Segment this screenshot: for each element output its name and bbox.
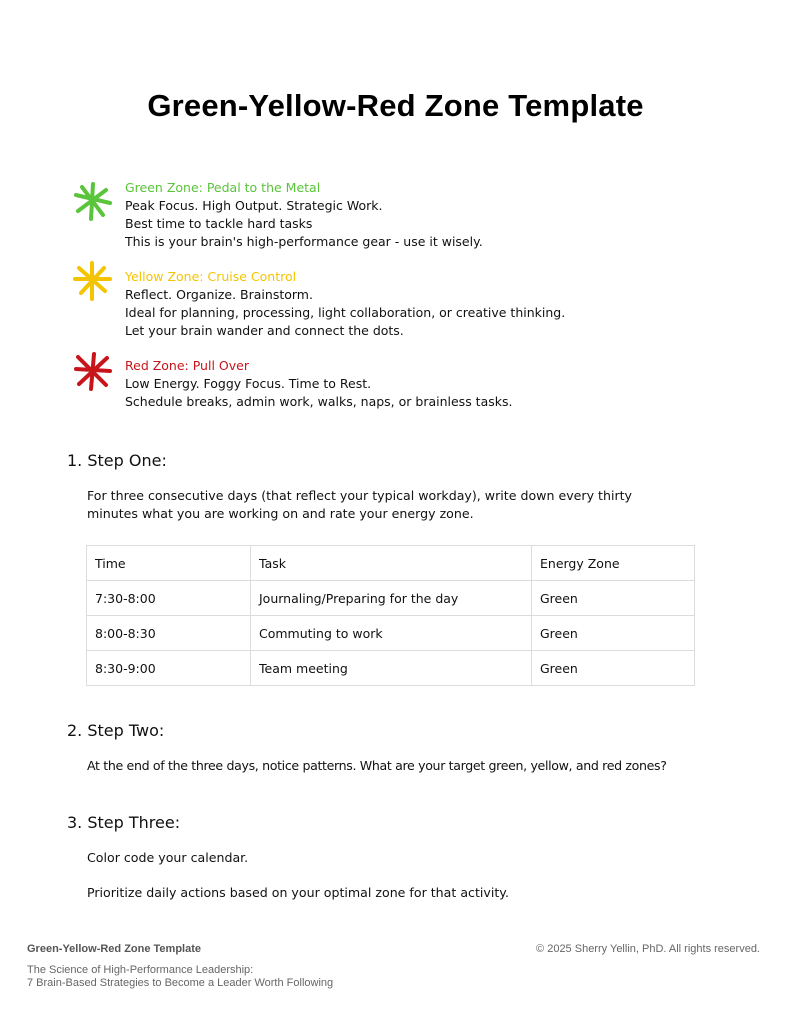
table-header-cell: Energy Zone [532,546,695,581]
zone-line: Peak Focus. High Output. Strategic Work. [125,198,383,213]
footer-left [27,943,333,989]
table-cell-zone: Green [532,616,695,651]
table-cell-zone: Green [532,651,695,686]
table-row [87,651,695,686]
table-header-cell: Time [87,546,251,581]
zone-title: Green Zone: Pedal to the Metal [125,180,321,195]
zone-title: Yellow Zone: Cruise Control [125,269,297,284]
zone-line: Ideal for planning, processing, light collaboration, or creative thinking. [125,305,566,320]
table-cell-time: 8:30-9:00 [87,651,251,686]
step-one-text: For three consecutive days (that reflect your typical workday), write down every thirty minutes what you are working on and rate your energy zone. [87,488,633,521]
step-two-text: At the end of the three days, notice patterns. What are your target green, yellow, and red zones? [87,758,667,773]
table-header-cell: Task [251,546,532,581]
table-cell-time: 7:30-8:00 [87,581,251,616]
footer-title: Green-Yellow-Red Zone Template [27,943,201,955]
table-row [87,581,695,616]
zone-line: This is your brain's high-performance gear - use it wisely. [125,234,483,249]
step-three-text-2: Prioritize daily actions based on your optimal zone for that activity. [87,885,509,900]
table-cell-zone: Green [532,581,695,616]
energy-log-table [86,545,695,686]
footer-copyright: © 2025 Sherry Yellin, PhD. All rights reserved. [536,943,760,955]
table-cell-task: Journaling/Preparing for the day [251,581,532,616]
green-asterisk-icon [72,181,114,223]
table-cell-task: Commuting to work [251,616,532,651]
step-two-heading: 2. Step Two: [67,721,165,740]
footer-subtitle-line1: The Science of High-Performance Leadership: [27,964,254,976]
zone-line: Best time to tackle hard tasks [125,216,313,231]
zone-line: Schedule breaks, admin work, walks, naps, or brainless tasks. [125,394,513,409]
page-title: Green-Yellow-Red Zone Template [147,88,644,123]
zone-line: Reflect. Organize. Brainstorm. [125,287,313,302]
table-cell-task: Team meeting [251,651,532,686]
zone-line: Low Energy. Foggy Focus. Time to Rest. [125,376,372,391]
table-row [87,616,695,651]
step-three-heading: 3. Step Three: [67,813,181,832]
step-one-heading: 1. Step One: [67,451,167,470]
table-header-row [87,546,695,581]
table-cell-time: 8:00-8:30 [87,616,251,651]
zone-line: Let your brain wander and connect the dots. [125,323,404,338]
footer-subtitle-line2: 7 Brain-Based Strategies to Become a Leader Worth Following [27,976,334,989]
zone-title: Red Zone: Pull Over [125,358,249,373]
step-three-text-1: Color code your calendar. [87,850,249,865]
red-asterisk-icon [72,351,114,393]
yellow-asterisk-icon [72,260,114,302]
